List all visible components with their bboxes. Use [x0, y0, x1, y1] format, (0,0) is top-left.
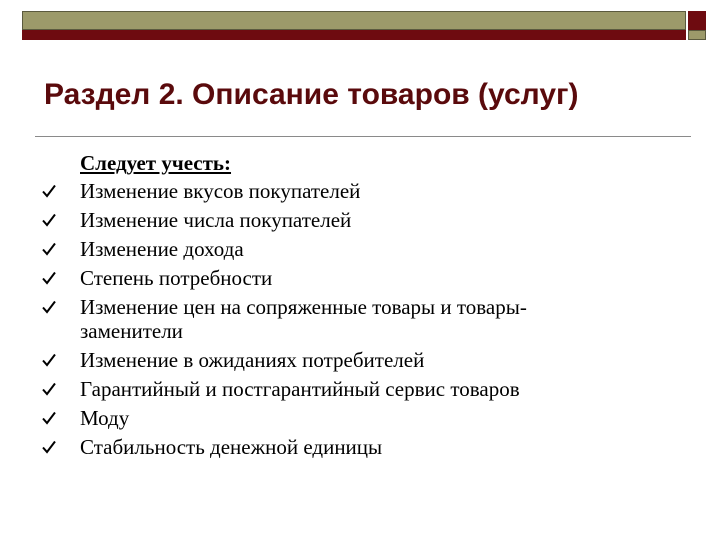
checkmark-icon	[42, 382, 56, 396]
list-item-text: Изменение дохода	[80, 237, 244, 261]
slide-body	[0, 150, 720, 464]
list-item	[0, 295, 600, 343]
checkmark-icon	[42, 242, 56, 256]
list-item	[0, 406, 600, 430]
list-item	[0, 348, 600, 372]
list-item-text: Гарантийный и постгарантийный сервис товаров	[80, 377, 520, 401]
title-divider	[35, 136, 691, 137]
list-item-text: Стабильность денежной единицы	[80, 435, 383, 459]
header-bar-maroon	[22, 30, 686, 40]
list-item-text: Изменение числа покупателей	[80, 208, 352, 232]
list-item-text: Изменение в ожиданиях потребителей	[80, 348, 425, 372]
checkmark-icon	[42, 440, 56, 454]
header-square-olive	[688, 30, 706, 40]
header-bar-olive	[22, 11, 686, 30]
list-item	[0, 208, 600, 232]
list-item-text: Степень потребности	[80, 266, 273, 290]
list-item	[0, 179, 600, 203]
list-item-text: Изменение цен на сопряженные товары и товары-заменители	[80, 295, 527, 343]
list-item-text: Изменение вкусов покупателей	[80, 179, 361, 203]
bullet-list	[0, 179, 720, 459]
checkmark-icon	[42, 411, 56, 425]
checkmark-icon	[42, 271, 56, 285]
slide-title: Раздел 2. Описание товаров (услуг)	[44, 78, 579, 111]
list-item	[0, 435, 600, 459]
list-item-text: Моду	[80, 406, 130, 430]
checkmark-icon	[42, 213, 56, 227]
header-square-maroon	[688, 11, 706, 30]
checkmark-icon	[42, 300, 56, 314]
list-item	[0, 377, 600, 401]
lead-text: Следует учесть:	[80, 151, 232, 175]
checkmark-icon	[42, 184, 56, 198]
checkmark-icon	[42, 353, 56, 367]
list-item	[0, 266, 600, 290]
list-item	[0, 237, 600, 261]
